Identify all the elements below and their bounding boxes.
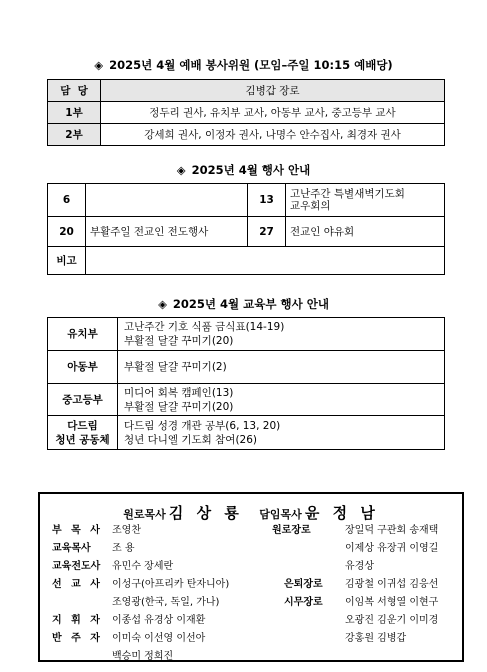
worship-volunteers-table <box>47 79 445 146</box>
staff-role-label: 부 목 사 <box>52 525 103 536</box>
senior-pastor-label: 담임목사 <box>259 508 302 521</box>
staff-role-label: 교육전도사 <box>52 561 101 572</box>
table-row <box>48 124 445 146</box>
emeritus-pastor-name: 김 상 룡 <box>168 504 243 522</box>
staff-names: 이미숙 이선영 이선아 <box>112 633 206 644</box>
event-line: 고난주간 특별새벽기도회 <box>290 188 405 200</box>
section1-title <box>0 57 487 73</box>
event-line: 교우회의 <box>290 200 331 212</box>
staff-role-label: 지 휘 자 <box>52 615 103 626</box>
event-text <box>286 217 445 247</box>
staff-names: 조 용 <box>112 543 135 554</box>
elder-names: 강홍원 김병갑 <box>345 633 407 644</box>
diamond-icon: ◈ <box>176 163 186 177</box>
event-text: 부활주일 전교인 전도행사 <box>86 217 248 247</box>
table-row <box>48 102 445 124</box>
department-line: 다드림 <box>67 419 98 432</box>
department-label: 유치부 <box>48 318 118 351</box>
header-label: 담 당 <box>48 80 101 102</box>
event-line: 고난주간 기호 식품 금식표(14-19) <box>124 321 285 333</box>
pastors-header <box>40 502 462 523</box>
elder-role-label: 원로장로 <box>272 525 311 536</box>
senior-pastor-name: 윤 정 남 <box>304 504 379 522</box>
event-line: 다드림 성경 개관 공부(6, 13, 20) <box>124 419 281 432</box>
service-label: 1부 <box>48 102 101 124</box>
event-date: 13 <box>248 184 286 217</box>
section2-title-text: 2025년 4월 행사 안내 <box>191 163 311 177</box>
department-label <box>48 416 118 450</box>
table-row <box>48 217 445 247</box>
event-text <box>286 184 445 217</box>
service-volunteers: 강세희 권사, 이정자 권사, 나명수 안수집사, 최경자 권사 <box>101 124 445 146</box>
department-events <box>118 416 445 450</box>
emeritus-pastor-label: 원로목사 <box>123 508 166 521</box>
section3-title <box>0 296 487 312</box>
staff-role-label: 교육목사 <box>52 543 91 554</box>
event-line: 부활절 달걀 꾸미기(20) <box>124 335 234 347</box>
department-label: 아동부 <box>48 351 118 384</box>
staff-role-label: 반 주 자 <box>52 633 103 644</box>
event-date: 6 <box>48 184 86 217</box>
department-line: 청년 공동체 <box>55 433 110 446</box>
event-line: 전교인 야유회 <box>290 225 355 238</box>
diamond-icon: ◈ <box>94 58 104 72</box>
diamond-icon: ◈ <box>158 297 167 311</box>
note-value <box>86 247 445 275</box>
staff-names: 이성구(아프리카 탄자니아) <box>112 579 230 590</box>
department-events <box>118 318 445 351</box>
event-line: 미디어 회복 캠페인(13) <box>124 386 234 399</box>
event-date: 27 <box>248 217 286 247</box>
elder-names: 이제상 유장귀 이영길 <box>345 543 439 554</box>
table-header-row <box>48 80 445 102</box>
staff-names: 조영광(한국, 독일, 가나) <box>112 597 220 608</box>
department-events <box>118 384 445 416</box>
event-text <box>86 184 248 217</box>
event-line: 청년 다니엘 기도회 참여(26) <box>124 433 257 446</box>
header-value: 김병갑 장로 <box>101 80 445 102</box>
education-events-table <box>47 317 445 450</box>
table-row <box>48 247 445 275</box>
service-volunteers: 정두리 권사, 유치부 교사, 아동부 교사, 중고등부 교사 <box>101 102 445 124</box>
elder-role-label: 시무장로 <box>284 597 323 608</box>
elder-names: 이임복 서형열 이현구 <box>345 597 439 608</box>
elder-names: 오광진 김운기 이미경 <box>345 615 439 626</box>
table-row <box>48 318 445 351</box>
church-staff-box <box>38 492 464 662</box>
service-label: 2부 <box>48 124 101 146</box>
elder-role-label: 은퇴장로 <box>284 579 323 590</box>
section3-title-text: 2025년 4월 교육부 행사 안내 <box>172 297 329 311</box>
section1-title-text: 2025년 4월 예배 봉사위원 (모임–주일 10:15 예배당) <box>109 58 393 72</box>
table-row <box>48 351 445 384</box>
department-events <box>118 351 445 384</box>
section2-title <box>0 162 487 178</box>
event-line: 부활절 달걀 꾸미기(2) <box>124 361 227 373</box>
staff-names: 이종섭 유경상 이재환 <box>112 615 206 626</box>
table-row <box>48 416 445 450</box>
note-label: 비고 <box>48 247 86 275</box>
department-label: 중고등부 <box>48 384 118 416</box>
elder-names: 김광철 이귀섭 김응선 <box>345 579 439 590</box>
elder-names: 유경상 <box>345 561 374 572</box>
staff-names: 조영찬 <box>112 525 141 536</box>
staff-names: 유민수 장세란 <box>112 561 174 572</box>
events-table <box>47 183 445 275</box>
elder-names: 장일덕 구관회 송재택 <box>345 525 439 536</box>
event-date: 20 <box>48 217 86 247</box>
table-row <box>48 184 445 217</box>
event-line: 부활절 달걀 꾸미기(20) <box>124 400 234 413</box>
table-row <box>48 384 445 416</box>
staff-role-label: 선 교 사 <box>52 579 103 590</box>
staff-names: 백승미 정희진 <box>112 651 174 662</box>
